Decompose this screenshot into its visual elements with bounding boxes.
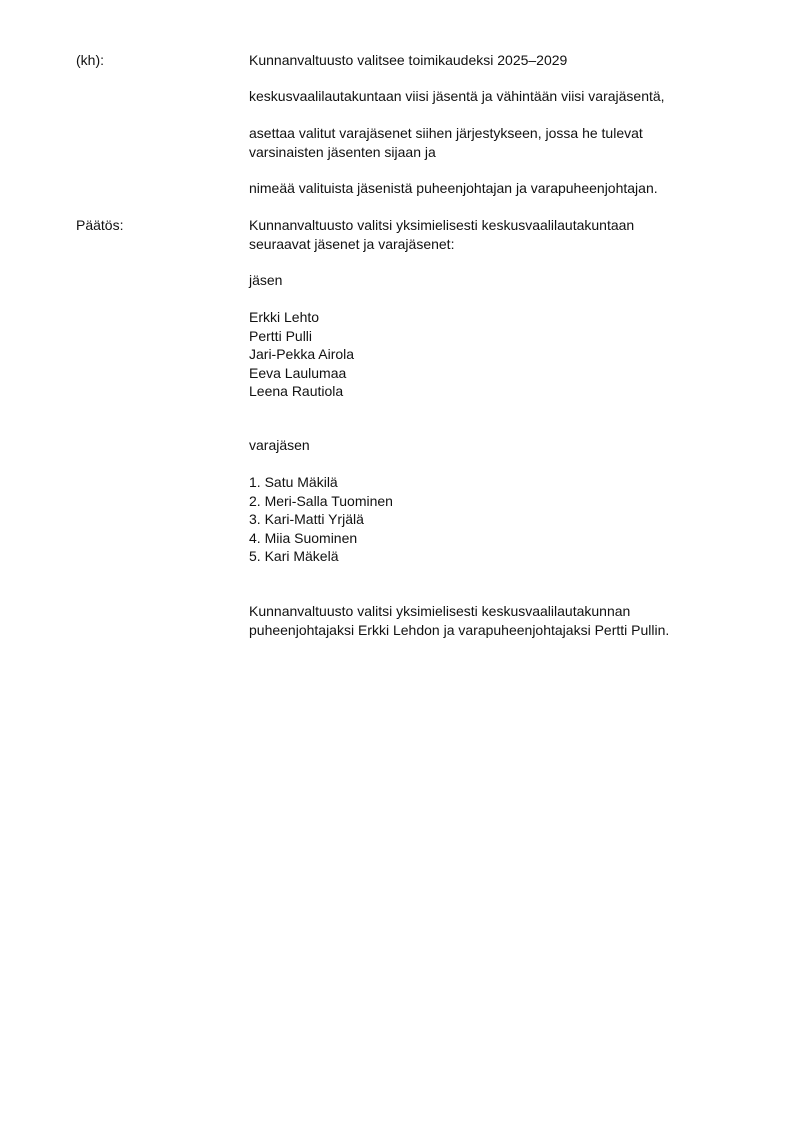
member-item: Erkki Lehto — [249, 309, 320, 325]
decision-intro — [249, 216, 769, 253]
proposal-line-5: nimeää valituista jäsenistä puheenjohtajan ja varapuheenjohtajan. — [249, 180, 658, 196]
deputies-heading: varajäsen — [249, 437, 310, 453]
proposal-line-2: keskusvaalilautakuntaan viisi jäsentä ja vähintään viisi varajäsentä, — [249, 88, 665, 104]
decision-closing-line-2: puheenjohtajaksi Erkki Lehdon ja varapuheenjohtajaksi Pertti Pullin. — [249, 621, 670, 638]
deputy-item: 3. Kari-Matti Yrjälä — [249, 511, 364, 527]
deputy-item: 1. Satu Mäkilä — [249, 474, 338, 490]
deputy-item: 2. Meri-Salla Tuominen — [249, 492, 393, 509]
decision-closing — [249, 602, 769, 639]
member-item: Eeva Laulumaa — [249, 364, 347, 381]
decision-intro-line-2: seuraavat jäsenet ja varajäsenet: — [249, 235, 455, 252]
proposal-paragraph-3 — [249, 124, 769, 161]
member-item: Leena Rautiola — [249, 383, 344, 399]
proposal-line-4: varsinaisten jäsenten sijaan ja — [249, 143, 436, 160]
members-list — [249, 308, 354, 401]
member-item: Jari-Pekka Airola — [249, 346, 355, 362]
proposal-label: (kh): — [76, 52, 104, 68]
deputy-item: 5. Kari Mäkelä — [249, 548, 339, 564]
proposal-line-1: Kunnanvaltuusto valitsee toimikaudeksi 2025–2029 — [249, 52, 568, 68]
decision-label: Päätös: — [76, 217, 124, 233]
deputies-list — [249, 473, 393, 566]
proposal-line-3: asettaa valitut varajäsenet siihen järjestykseen, jossa he tulevat — [249, 125, 643, 141]
members-heading: jäsen — [249, 272, 283, 288]
decision-closing-line-1: Kunnanvaltuusto valitsi yksimielisesti keskusvaalilautakunnan — [249, 603, 631, 619]
deputy-item: 4. Miia Suominen — [249, 529, 358, 546]
member-item: Pertti Pulli — [249, 327, 313, 344]
decision-intro-line-1: Kunnanvaltuusto valitsi yksimielisesti keskusvaalilautakuntaan — [249, 217, 635, 233]
